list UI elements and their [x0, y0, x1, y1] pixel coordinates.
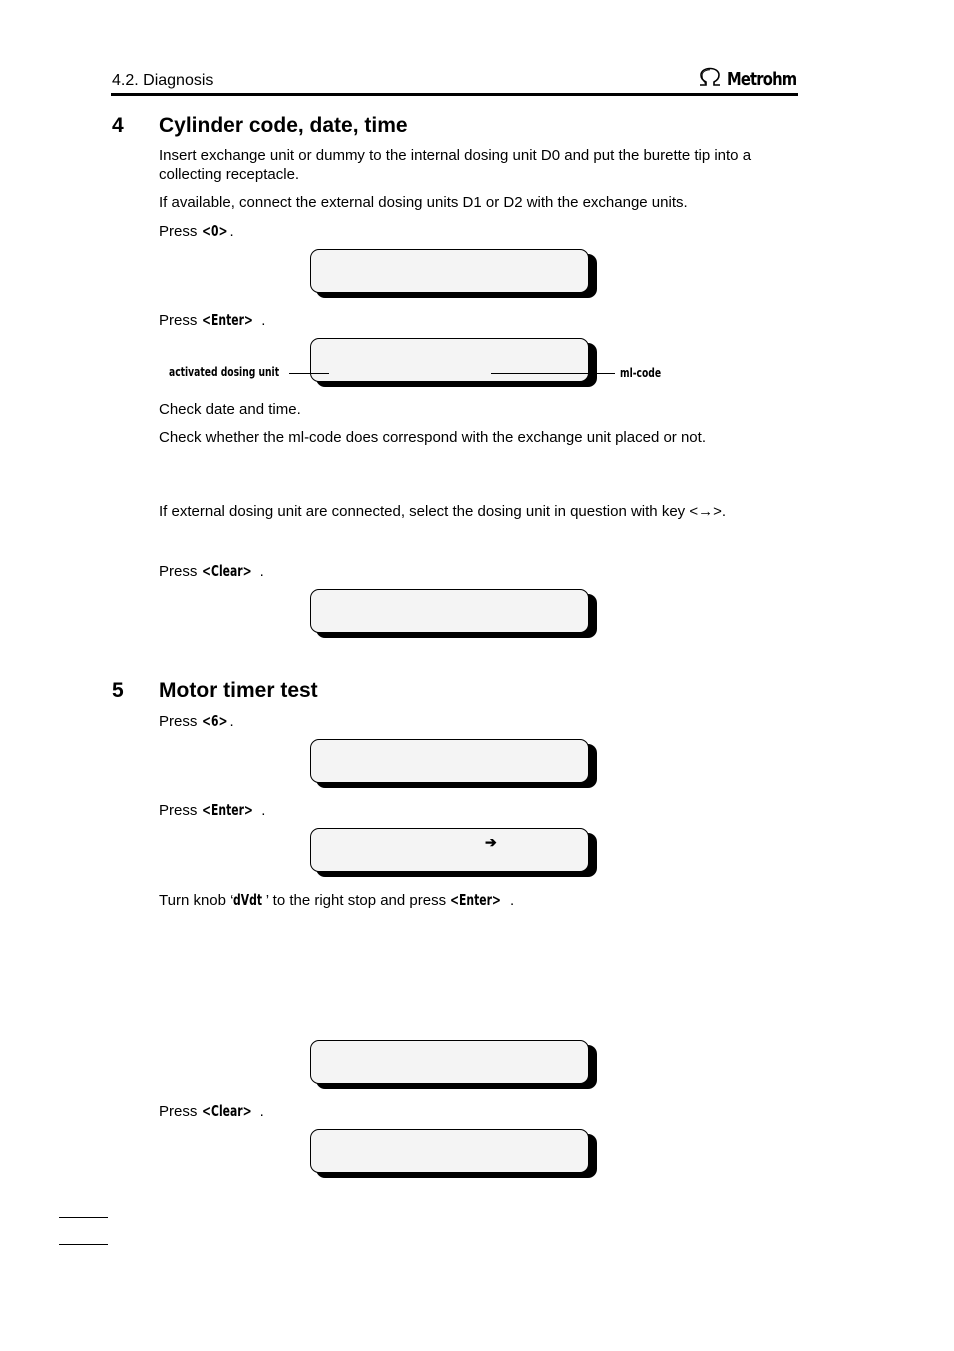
lcd-display-6	[310, 1040, 592, 1084]
section-5-title: Motor timer test	[159, 679, 318, 702]
lcd-display-3	[310, 589, 592, 633]
instruction-turn-knob	[159, 891, 514, 910]
lcd-display-4	[310, 739, 592, 783]
instruction-press-0	[159, 222, 234, 241]
lcd-display-2	[310, 338, 592, 382]
omega-icon	[697, 67, 723, 92]
key-enter: <Enter>	[201, 311, 253, 329]
callout-line-right	[491, 373, 615, 374]
instruction-press-6	[159, 712, 234, 731]
header-rule	[111, 93, 798, 96]
press-text: Press	[159, 312, 202, 329]
check-date-time: Check date and time.	[159, 401, 301, 418]
lcd-display-5	[310, 828, 592, 872]
key-6: <6>	[201, 712, 228, 730]
instruction-press-enter	[159, 311, 265, 330]
key-enter: <Enter>	[450, 891, 502, 909]
press-text: Press	[159, 1103, 202, 1120]
section-4-number: 4	[112, 114, 124, 137]
press-text: Press	[159, 713, 202, 730]
period: .	[229, 223, 234, 240]
footer-rule-bottom	[59, 1244, 108, 1245]
section-4-title: Cylinder code, date, time	[159, 114, 408, 137]
knob-dvdt: dVdt	[233, 891, 263, 909]
press-text: Press	[159, 802, 202, 819]
callout-ml-code: ml-code	[620, 366, 662, 380]
arrow-right-icon: ➔	[485, 834, 497, 850]
external-dosing-note: If external dosing unit are connected, select the dosing unit in question with key <→>.	[159, 503, 727, 520]
callout-line-left	[289, 373, 329, 374]
key-enter: <Enter>	[201, 801, 253, 819]
period: .	[261, 312, 266, 329]
press-text: Press	[159, 223, 202, 240]
lcd-display-1	[310, 249, 592, 293]
instruction-press-clear-5	[159, 1102, 264, 1121]
period: .	[261, 802, 266, 819]
turn-middle: ’ to the right stop and press	[265, 892, 451, 909]
key-0: <0>	[201, 222, 228, 240]
instruction-press-clear	[159, 562, 264, 581]
period: .	[259, 563, 264, 580]
section-reference: 4.2. Diagnosis	[112, 72, 214, 89]
key-clear: <Clear>	[201, 1102, 252, 1120]
check-ml-code: Check whether the ml-code does correspond with the exchange unit placed or not.	[159, 429, 706, 446]
press-text: Press	[159, 563, 202, 580]
key-clear: <Clear>	[201, 562, 252, 580]
logo-wordmark: Metrohm	[727, 68, 797, 90]
section-5-number: 5	[112, 679, 124, 702]
instruction-press-enter-5	[159, 801, 265, 820]
section-4-para-2: If available, connect the external dosing units D1 or D2 with the exchange units.	[159, 194, 688, 211]
turn-prefix: Turn knob ‘	[159, 892, 234, 909]
period: .	[229, 713, 234, 730]
footer-rule-top	[59, 1217, 108, 1218]
lcd-display-7	[310, 1129, 592, 1173]
metrohm-logo	[697, 66, 812, 92]
section-4-para-1: Insert exchange unit or dummy to the internal dosing unit D0 and put the burette tip into a collecting receptacle.	[159, 147, 752, 183]
turn-suffix: .	[509, 892, 515, 909]
period: .	[259, 1103, 264, 1120]
callout-activated-dosing-unit: activated dosing unit	[169, 365, 280, 379]
